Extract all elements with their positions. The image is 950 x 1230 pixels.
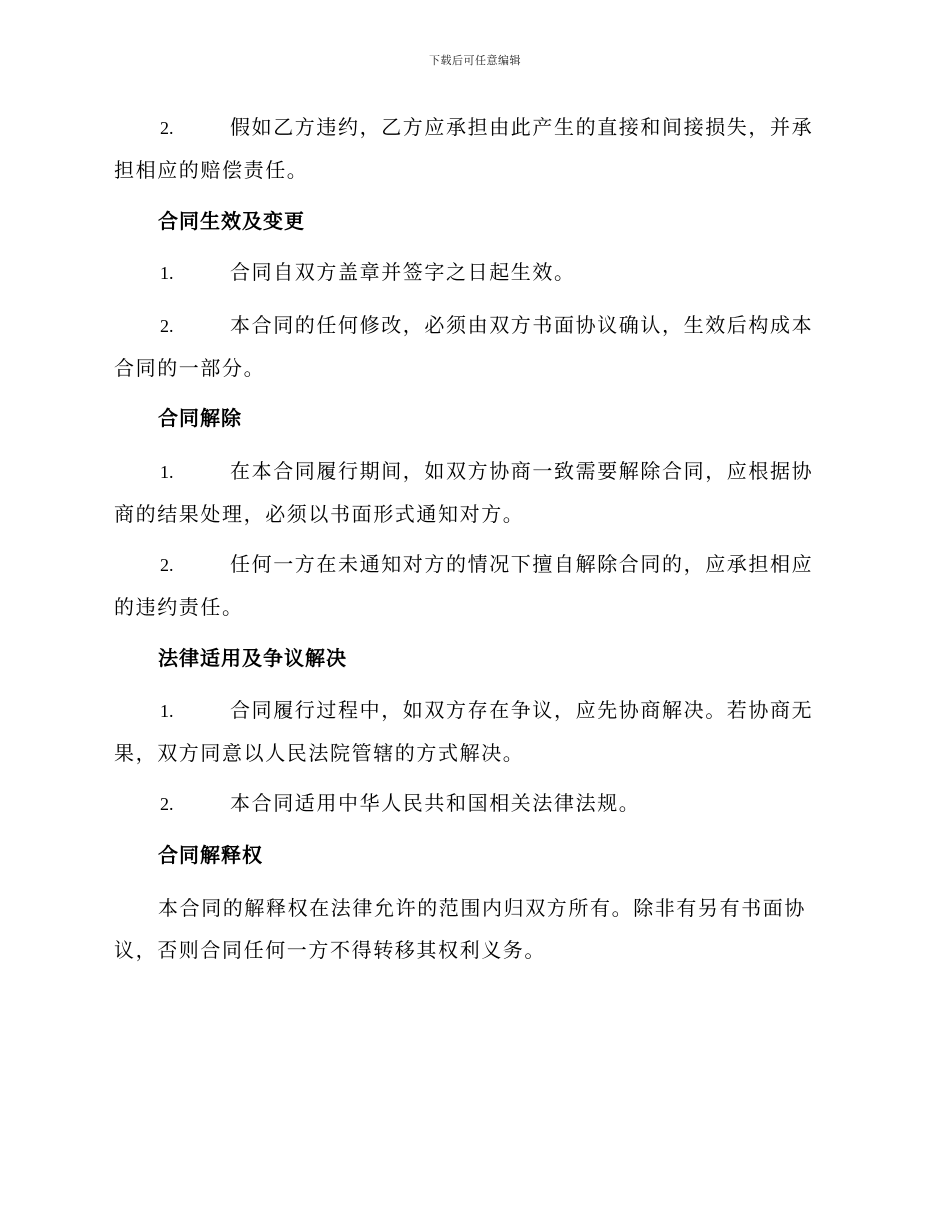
item-number: 2. xyxy=(160,555,174,575)
section-heading: 合同解释权 xyxy=(158,843,263,867)
clause-breach-liability xyxy=(114,106,834,191)
item-number: 1. xyxy=(160,701,174,721)
clause-termination-unilateral xyxy=(114,543,834,628)
item-text: 本合同适用中华人民共和国相关法律法规。 xyxy=(230,791,641,815)
section-heading: 合同解除 xyxy=(158,406,242,430)
item-text: 在本合同履行期间，如双方协商一致需要解除合同，应根据协商的结果处理，必须以书面形式通知对方。 xyxy=(114,459,814,526)
item-text: 假如乙方违约，乙方应承担由此产生的直接和间接损失，并承担相应的赔偿责任。 xyxy=(114,115,814,182)
item-text: 合同自双方盖章并签字之日起生效。 xyxy=(230,260,576,284)
clause-amendment xyxy=(114,304,834,389)
clause-governing-law xyxy=(114,782,834,825)
item-number: 1. xyxy=(160,462,174,482)
clause-termination-mutual xyxy=(114,450,834,535)
item-number: 2. xyxy=(160,118,174,138)
item-text: 合同履行过程中，如双方存在争议，应先协商解决。若协商无果，双方同意以人民法院管辖的方式解决。 xyxy=(114,698,814,765)
item-text: 本合同的任何修改，必须由双方书面协议确认，生效后构成本合同的一部分。 xyxy=(114,313,814,380)
item-text: 任何一方在未通知对方的情况下擅自解除合同的，应承担相应的违约责任。 xyxy=(114,552,814,619)
clause-dispute xyxy=(114,689,834,774)
section-heading: 法律适用及争议解决 xyxy=(158,646,347,670)
section-heading: 合同生效及变更 xyxy=(158,209,305,233)
clause-interpretation: 本合同的解释权在法律允许的范围内归双方所有。除非有另有书面协议，否则合同任何一方不得转移其权利义务。 xyxy=(114,896,806,962)
item-number: 1. xyxy=(160,263,174,283)
page-header: 下载后可任意编辑 xyxy=(429,54,521,67)
item-number: 2. xyxy=(160,316,174,336)
item-number: 2. xyxy=(160,794,174,814)
clause-effective xyxy=(114,251,834,294)
